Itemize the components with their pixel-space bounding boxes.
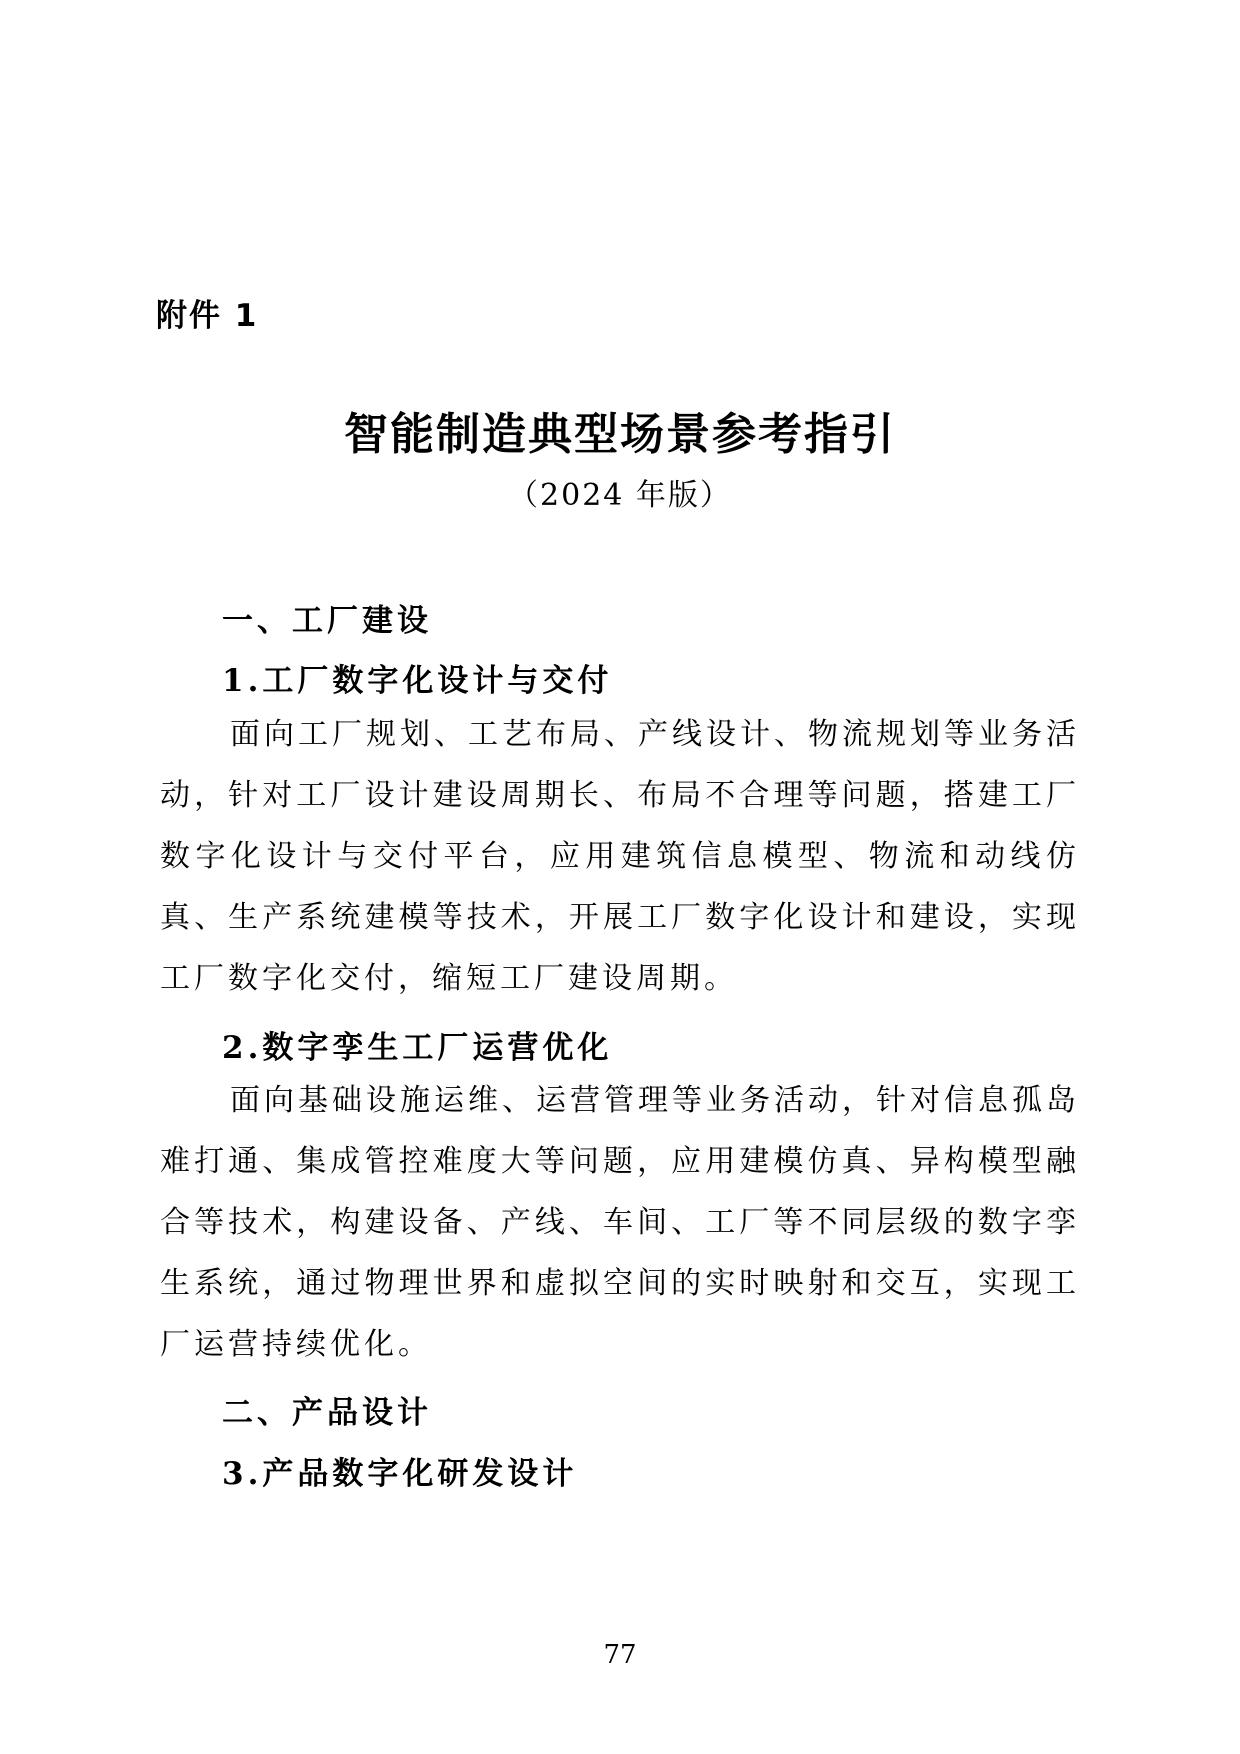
- document-title: 智能制造典型场景参考指引: [344, 409, 896, 460]
- item-body-digital-design-delivery: 面向工厂规划、工艺布局、产线设计、物流规划等业务活动，针对工厂设计建设周期长、布局不合理等问题，搭建工厂数字化设计与交付平台，应用建筑信息模型、物流和动线仿真、生产系统建模等技术，开展工厂数字化设计和建设，实现工厂数字化交付，缩短工厂建设周期。: [160, 717, 1080, 996]
- item-heading-digital-design-delivery: 1.工厂数字化设计与交付: [222, 663, 613, 699]
- section-heading-factory-construction: 一、工厂建设: [222, 603, 432, 639]
- item-heading-product-digital-rd: 3.产品数字化研发设计: [222, 1456, 578, 1492]
- section-heading-product-design: 二、产品设计: [222, 1395, 432, 1431]
- item-heading-digital-twin-operation: 2.数字孪生工厂运营优化: [222, 1030, 613, 1066]
- page-number: 77: [603, 1640, 637, 1670]
- document-subtitle: （2024 年版）: [508, 478, 732, 513]
- attachment-label: 附件 1: [156, 298, 259, 334]
- item-body-digital-twin-operation: 面向基础设施运维、运营管理等业务活动，针对信息孤岛难打通、集成管控难度大等问题，应用建模仿真、异构模型融合等技术，构建设备、产线、车间、工厂等不同层级的数字孪生系统，通过物理世界和虚拟空间的实时映射和交互，实现工厂运营持续优化。: [160, 1083, 1080, 1362]
